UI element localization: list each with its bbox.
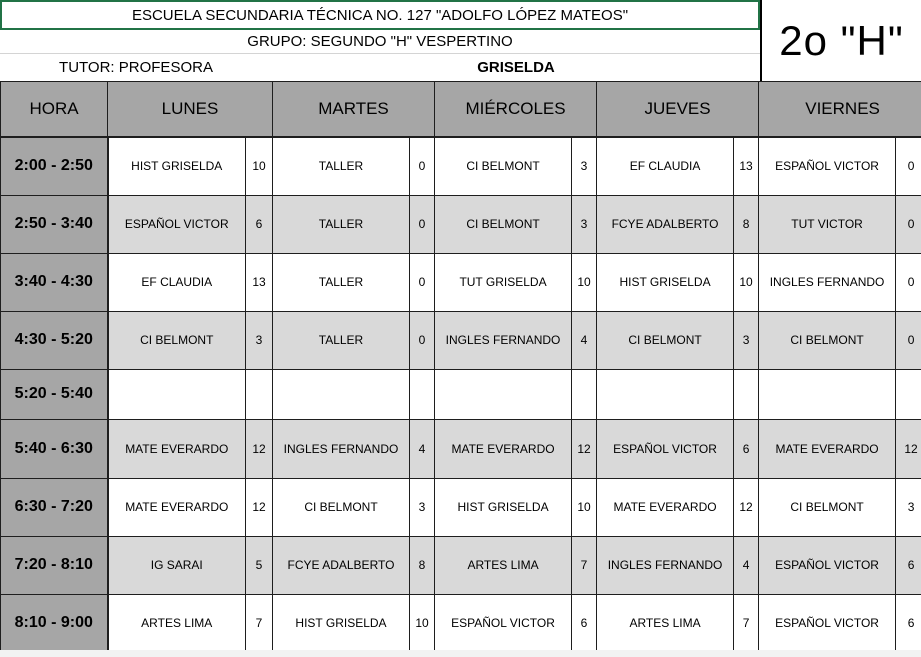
- classroom-number-cell[interactable]: 0: [410, 311, 435, 369]
- subject-cell[interactable]: TUT VICTOR: [759, 195, 896, 253]
- subject-cell[interactable]: CI BELMONT: [273, 478, 410, 536]
- subject-cell[interactable]: ESPAÑOL VICTOR: [759, 594, 896, 652]
- classroom-number-cell[interactable]: 13: [734, 137, 759, 195]
- group-cell[interactable]: GRUPO: SEGUNDO "H" VESPERTINO: [0, 30, 760, 54]
- schedule-row: [1, 419, 921, 478]
- subject-cell[interactable]: MATE EVERARDO: [759, 419, 896, 478]
- classroom-number-cell[interactable]: 0: [410, 195, 435, 253]
- classroom-number-cell[interactable]: 12: [246, 478, 273, 536]
- subject-cell[interactable]: INGLES FERNANDO: [435, 311, 572, 369]
- classroom-number-cell[interactable]: 8: [410, 536, 435, 594]
- subject-cell[interactable]: FCYE ADALBERTO: [597, 195, 734, 253]
- subject-cell[interactable]: MATE EVERARDO: [108, 478, 246, 536]
- schedule-row: [1, 253, 921, 311]
- classroom-number-cell[interactable]: 3: [896, 478, 921, 536]
- subject-cell[interactable]: TUT GRISELDA: [435, 253, 572, 311]
- classroom-number-cell[interactable]: 10: [410, 594, 435, 652]
- subject-cell[interactable]: INGLES FERNANDO: [273, 419, 410, 478]
- classroom-number-cell[interactable]: [734, 369, 759, 419]
- classroom-number-cell[interactable]: 0: [896, 253, 921, 311]
- classroom-number-cell[interactable]: 7: [246, 594, 273, 652]
- subject-cell[interactable]: ESPAÑOL VICTOR: [108, 195, 246, 253]
- classroom-number-cell[interactable]: [572, 369, 597, 419]
- classroom-number-cell[interactable]: 6: [896, 594, 921, 652]
- classroom-number-cell[interactable]: 5: [246, 536, 273, 594]
- classroom-number-cell[interactable]: 10: [572, 478, 597, 536]
- subject-cell[interactable]: ESPAÑOL VICTOR: [597, 419, 734, 478]
- time-slot-cell[interactable]: 8:10 - 9:00: [1, 594, 108, 652]
- subject-cell[interactable]: ESPAÑOL VICTOR: [435, 594, 572, 652]
- day-header-friday[interactable]: VIERNES: [759, 82, 921, 138]
- schedule-row: [1, 137, 921, 195]
- classroom-number-cell[interactable]: 4: [572, 311, 597, 369]
- schedule-row: [1, 311, 921, 369]
- subject-cell[interactable]: MATE EVERARDO: [435, 419, 572, 478]
- time-slot-cell[interactable]: 3:40 - 4:30: [1, 253, 108, 311]
- classroom-number-cell[interactable]: 6: [572, 594, 597, 652]
- classroom-number-cell[interactable]: 12: [734, 478, 759, 536]
- subject-cell[interactable]: [597, 369, 734, 419]
- schedule-row: [1, 594, 921, 652]
- classroom-number-cell[interactable]: 3: [572, 195, 597, 253]
- tutor-label-cell[interactable]: TUTOR: PROFESORA: [59, 59, 213, 76]
- time-slot-cell[interactable]: 2:00 - 2:50: [1, 137, 108, 195]
- classroom-number-cell[interactable]: 3: [410, 478, 435, 536]
- subject-cell[interactable]: CI BELMONT: [108, 311, 246, 369]
- classroom-number-cell[interactable]: 0: [896, 195, 921, 253]
- classroom-number-cell[interactable]: 6: [896, 536, 921, 594]
- subject-cell[interactable]: EF CLAUDIA: [597, 137, 734, 195]
- schedule-body: [1, 137, 921, 652]
- subject-cell[interactable]: HIST GRISELDA: [435, 478, 572, 536]
- subject-cell[interactable]: EF CLAUDIA: [108, 253, 246, 311]
- subject-cell[interactable]: [108, 369, 246, 419]
- classroom-number-cell[interactable]: 3: [246, 311, 273, 369]
- subject-cell[interactable]: CI BELMONT: [759, 311, 896, 369]
- subject-cell[interactable]: IG SARAI: [108, 536, 246, 594]
- classroom-number-cell[interactable]: [246, 369, 273, 419]
- classroom-number-cell[interactable]: 4: [734, 536, 759, 594]
- subject-cell[interactable]: [435, 369, 572, 419]
- subject-cell[interactable]: CI BELMONT: [435, 137, 572, 195]
- classroom-number-cell[interactable]: 6: [246, 195, 273, 253]
- day-header-monday[interactable]: LUNES: [108, 82, 273, 138]
- day-header-tuesday[interactable]: MARTES: [273, 82, 435, 138]
- schedule-row: [1, 478, 921, 536]
- hour-column-header[interactable]: HORA: [1, 82, 108, 138]
- classroom-number-cell[interactable]: 3: [572, 137, 597, 195]
- schedule-row: [1, 195, 921, 253]
- subject-cell[interactable]: ARTES LIMA: [108, 594, 246, 652]
- classroom-number-cell[interactable]: 0: [410, 253, 435, 311]
- time-slot-cell[interactable]: 6:30 - 7:20: [1, 478, 108, 536]
- subject-cell[interactable]: TALLER: [273, 311, 410, 369]
- classroom-number-cell[interactable]: 7: [734, 594, 759, 652]
- subject-cell[interactable]: HIST GRISELDA: [273, 594, 410, 652]
- classroom-number-cell[interactable]: 0: [896, 311, 921, 369]
- group-code-title[interactable]: 2o "H": [760, 0, 921, 81]
- subject-cell[interactable]: HIST GRISELDA: [108, 137, 246, 195]
- classroom-number-cell[interactable]: 12: [246, 419, 273, 478]
- day-header-thursday[interactable]: JUEVES: [597, 82, 759, 138]
- classroom-number-cell[interactable]: 10: [734, 253, 759, 311]
- subject-cell[interactable]: [273, 369, 410, 419]
- subject-cell[interactable]: INGLES FERNANDO: [597, 536, 734, 594]
- classroom-number-cell[interactable]: 10: [246, 137, 273, 195]
- subject-cell[interactable]: ARTES LIMA: [435, 536, 572, 594]
- schedule-row: [1, 369, 921, 419]
- subject-cell[interactable]: FCYE ADALBERTO: [273, 536, 410, 594]
- classroom-number-cell[interactable]: [896, 369, 921, 419]
- subject-cell[interactable]: TALLER: [273, 195, 410, 253]
- schedule-header-row: [1, 82, 921, 138]
- classroom-number-cell[interactable]: 0: [896, 137, 921, 195]
- subject-cell[interactable]: CI BELMONT: [435, 195, 572, 253]
- time-slot-cell[interactable]: 7:20 - 8:10: [1, 536, 108, 594]
- time-slot-cell[interactable]: 5:40 - 6:30: [1, 419, 108, 478]
- classroom-number-cell[interactable]: 12: [896, 419, 921, 478]
- classroom-number-cell[interactable]: 12: [572, 419, 597, 478]
- bottom-scroll-strip: [0, 650, 921, 657]
- classroom-number-cell[interactable]: 3: [734, 311, 759, 369]
- classroom-number-cell[interactable]: 10: [572, 253, 597, 311]
- classroom-number-cell[interactable]: 6: [734, 419, 759, 478]
- classroom-number-cell[interactable]: 13: [246, 253, 273, 311]
- subject-cell[interactable]: ESPAÑOL VICTOR: [759, 137, 896, 195]
- subject-cell[interactable]: ESPAÑOL VICTOR: [759, 536, 896, 594]
- school-name-cell[interactable]: ESCUELA SECUNDARIA TÉCNICA NO. 127 "ADOLFO LÓPEZ MATEOS": [0, 0, 760, 30]
- subject-cell[interactable]: HIST GRISELDA: [597, 253, 734, 311]
- subject-cell[interactable]: INGLES FERNANDO: [759, 253, 896, 311]
- subject-cell[interactable]: CI BELMONT: [759, 478, 896, 536]
- time-slot-cell[interactable]: 5:20 - 5:40: [1, 369, 108, 419]
- tutor-name-cell[interactable]: GRISELDA: [477, 59, 555, 76]
- subject-cell[interactable]: [759, 369, 896, 419]
- classroom-number-cell[interactable]: [410, 369, 435, 419]
- subject-cell[interactable]: MATE EVERARDO: [597, 478, 734, 536]
- classroom-number-cell[interactable]: 7: [572, 536, 597, 594]
- subject-cell[interactable]: ARTES LIMA: [597, 594, 734, 652]
- classroom-number-cell[interactable]: 8: [734, 195, 759, 253]
- subject-cell[interactable]: MATE EVERARDO: [108, 419, 246, 478]
- time-slot-cell[interactable]: 4:30 - 5:20: [1, 311, 108, 369]
- schedule-table: [0, 81, 921, 653]
- subject-cell[interactable]: TALLER: [273, 253, 410, 311]
- day-header-wednesday[interactable]: MIÉRCOLES: [435, 82, 597, 138]
- subject-cell[interactable]: CI BELMONT: [597, 311, 734, 369]
- subject-cell[interactable]: TALLER: [273, 137, 410, 195]
- classroom-number-cell[interactable]: 4: [410, 419, 435, 478]
- schedule-row: [1, 536, 921, 594]
- classroom-number-cell[interactable]: 0: [410, 137, 435, 195]
- time-slot-cell[interactable]: 2:50 - 3:40: [1, 195, 108, 253]
